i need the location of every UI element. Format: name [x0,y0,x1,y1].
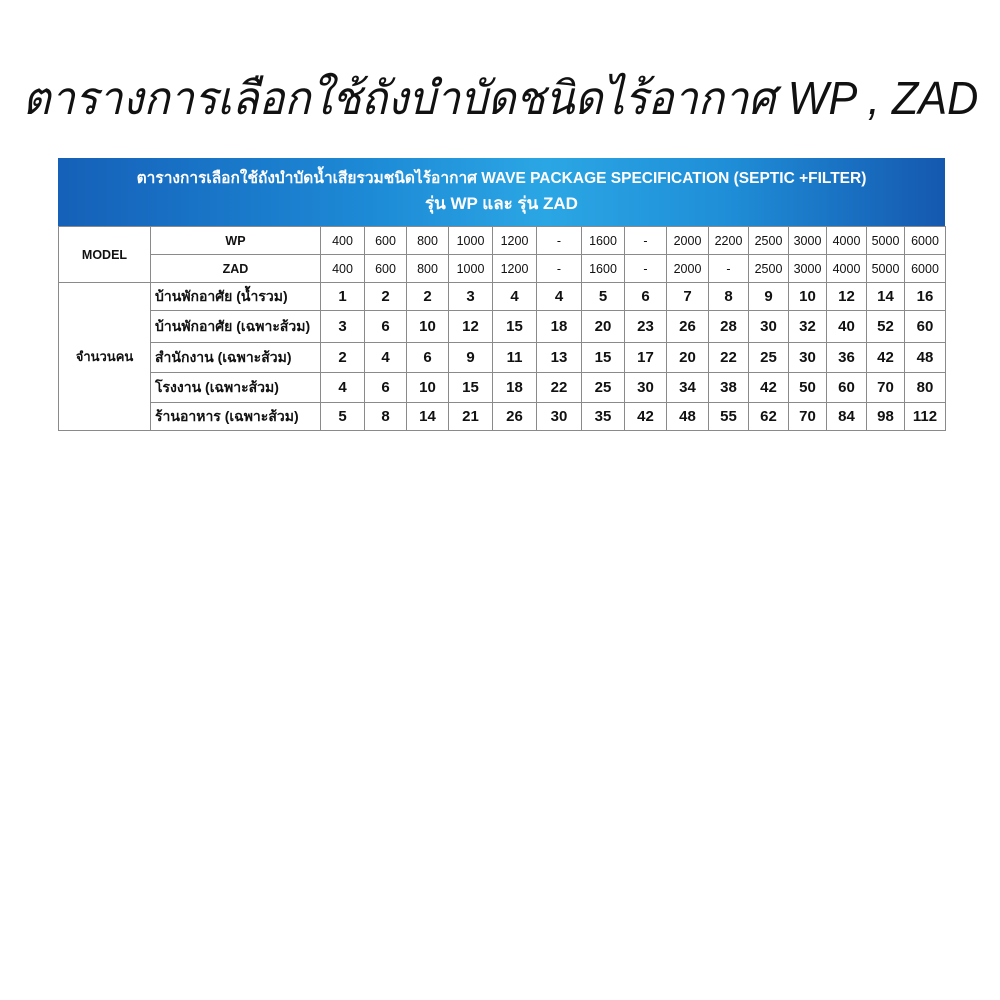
people-count: 98 [877,408,894,425]
people-count: 80 [916,379,934,396]
people-count-cell [905,373,946,403]
model-capacity: 400 [332,233,353,248]
people-count: 4 [554,288,564,305]
model-capacity: 1000 [456,233,485,248]
people-count-cell [449,373,493,403]
people-count: 25 [594,379,612,396]
model-capacity-cell [667,227,709,255]
people-count-cell [449,283,493,311]
model-capacity: 600 [375,233,396,248]
people-count-cell [321,343,365,373]
model-capacity: 5000 [871,261,900,276]
model-capacity: 1200 [500,261,529,276]
spec-table [58,226,946,431]
people-count-cell [493,311,537,343]
people-count: 38 [720,379,737,396]
people-count: 5 [338,408,347,425]
people-count: 70 [799,408,816,425]
people-count-cell [537,343,582,373]
model-capacity-cell [749,227,789,255]
people-count-cell [749,343,789,373]
people-count: 4 [381,349,390,366]
people-count: 10 [799,288,816,305]
people-count-cell [582,311,625,343]
people-count: 1 [338,288,347,305]
people-count: 22 [550,379,568,396]
row-label: บ้านพักอาศัย (เฉพาะส้วม) [155,317,311,334]
people-count: 42 [877,349,894,366]
banner-subtitle-box [58,192,945,216]
people-count-cell [789,373,827,403]
people-count: 42 [637,408,654,425]
people-count: 15 [594,349,612,366]
people-count: 15 [506,318,523,335]
people-count-cell [749,373,789,403]
model-capacity: - [643,261,648,276]
people-count-cell [449,403,493,431]
people-count: 32 [799,318,816,335]
banner-subtitle: รุ่น WP และ รุ่น ZAD [425,194,578,213]
people-count: 12 [838,288,855,305]
people-count-cell [827,373,867,403]
model-capacity-cell [537,255,582,283]
model-capacity-cell [493,255,537,283]
people-count-cell [667,343,709,373]
model-capacity: 3000 [793,261,822,276]
model-capacity: - [726,261,731,276]
people-count: 12 [462,318,479,335]
people-count: 11 [506,349,523,366]
people-count: 4 [338,379,347,396]
people-count-cell [827,343,867,373]
model-capacity-cell [905,227,946,255]
people-count-cell [709,403,749,431]
people-count: 10 [419,318,436,335]
people-count: 6 [381,379,390,396]
people-count: 26 [506,408,523,425]
page-title: ตารางการเลือกใช้ถังบำบัดชนิดไร้อากาศ WP , ZAD [22,72,978,124]
model-capacity-cell [407,255,449,283]
model-capacity: 6000 [911,261,939,276]
people-label-cell [59,283,151,431]
model-capacity-cell [537,227,582,255]
people-count: 2 [338,349,347,366]
people-count-cell [625,403,667,431]
table-row [59,403,946,431]
model-capacity-cell [582,255,625,283]
model-capacity: 2000 [673,233,702,248]
people-count-cell [493,283,537,311]
people-count-cell [321,283,365,311]
people-count: 16 [916,288,934,305]
people-count-cell [905,343,946,373]
people-count: 9 [764,288,773,305]
people-count-cell [537,283,582,311]
model-capacity-cell [407,227,449,255]
people-count-cell [321,373,365,403]
model-capacity-cell [905,255,946,283]
people-count: 42 [760,379,777,396]
people-count-cell [365,311,407,343]
model-capacity-cell [321,255,365,283]
people-count-cell [625,311,667,343]
model-label: MODEL [81,247,128,262]
people-count: 35 [594,408,612,425]
people-count: 55 [720,408,737,425]
people-count-cell [827,283,867,311]
row-label: ร้านอาหาร (เฉพาะส้วม) [155,407,299,424]
people-count-cell [625,343,667,373]
model-capacity-cell [625,255,667,283]
people-count-cell [321,403,365,431]
model-capacity-cell [365,227,407,255]
model-capacity: 3000 [793,233,822,248]
people-count-cell [867,283,905,311]
people-count: 4 [510,288,519,305]
people-count: 48 [679,408,696,425]
people-count: 60 [916,318,934,335]
row-label-cell [151,373,321,403]
people-count-cell [582,343,625,373]
people-count-cell [867,311,905,343]
people-count-cell [493,343,537,373]
people-count: 3 [466,288,475,305]
people-count-cell [827,311,867,343]
people-count: 2 [381,288,390,305]
people-count-cell [667,283,709,311]
page-title-box [20,66,980,130]
people-count-cell [867,343,905,373]
people-count: 14 [419,408,436,425]
people-count: 30 [637,379,654,396]
people-count: 20 [679,349,696,366]
row-label-cell [151,311,321,343]
model-capacity: 1000 [456,261,485,276]
people-count-cell [789,343,827,373]
model-capacity-cell [709,255,749,283]
people-count: 7 [683,288,692,305]
people-count-cell [537,373,582,403]
people-count: 34 [679,379,696,396]
model-capacity-cell [789,255,827,283]
row-label-cell [151,343,321,373]
model-name-cell [151,227,321,255]
people-count: 70 [877,379,894,396]
people-count: 3 [338,318,347,335]
people-count-cell [321,311,365,343]
model-name-cell [151,255,321,283]
people-count-cell [493,373,537,403]
people-count: 15 [462,379,479,396]
model-capacity-cell [827,227,867,255]
people-count: 5 [598,288,608,305]
table-row [59,373,946,403]
model-capacity-cell [365,255,407,283]
people-count-cell [789,403,827,431]
model-capacity: 1200 [500,233,529,248]
people-count: 2 [423,288,432,305]
people-count: 14 [877,288,894,305]
people-count: 50 [799,379,816,396]
people-count-cell [625,283,667,311]
people-count: 6 [641,288,650,305]
people-count: 23 [637,318,654,335]
people-count: 52 [877,318,894,335]
row-label: โรงงาน (เฉพาะส้วม) [155,378,279,395]
people-count: 26 [679,318,696,335]
people-count: 6 [381,318,390,335]
model-capacity: 1600 [589,261,617,276]
model-capacity-cell [449,255,493,283]
model-capacity: 2000 [673,261,702,276]
people-count-cell [365,373,407,403]
people-count: 17 [637,349,654,366]
row-label: บ้านพักอาศัย (น้ำรวม) [155,287,288,304]
model-capacity-cell [709,227,749,255]
table-row [59,283,946,311]
people-count-cell [789,283,827,311]
people-count-cell [905,283,946,311]
people-count: 60 [838,379,855,396]
row-label: สำนักงาน (เฉพาะส้วม) [155,348,292,365]
people-count-cell [667,373,709,403]
people-count-cell [407,283,449,311]
people-count-cell [537,403,582,431]
people-count-cell [867,373,905,403]
people-count: 10 [419,379,436,396]
model-capacity: 1600 [589,233,617,248]
people-count: 18 [506,379,523,396]
row-label-cell [151,283,321,311]
people-count: 36 [838,349,855,366]
people-count-cell [582,403,625,431]
banner-title-box [58,158,945,190]
people-count-cell [582,283,625,311]
people-count: 21 [462,408,479,425]
model-capacity-cell [625,227,667,255]
people-count: 25 [760,349,777,366]
people-count-cell [905,403,946,431]
model-capacity-cell [867,227,905,255]
people-count: 13 [550,349,568,366]
people-count: 62 [760,408,777,425]
people-count-cell [449,343,493,373]
people-count: 84 [838,408,855,425]
people-count: 18 [550,318,568,335]
model-row-zad [59,255,946,283]
people-count: 22 [720,349,737,366]
people-count-cell [407,311,449,343]
model-capacity: - [556,261,562,276]
model-capacity-cell [493,227,537,255]
people-count: 9 [466,349,475,366]
model-name: WP [225,233,246,248]
people-count: 40 [838,318,855,335]
model-capacity: 4000 [832,261,861,276]
table-row [59,343,946,373]
people-count-cell [365,403,407,431]
people-count-cell [449,311,493,343]
people-count-cell [667,403,709,431]
model-capacity-cell [749,255,789,283]
spec-table-container [58,158,945,431]
people-count-cell [709,373,749,403]
table-banner [58,158,945,226]
model-capacity-cell [449,227,493,255]
model-capacity-cell [867,255,905,283]
people-count-cell [407,373,449,403]
banner-title: ตารางการเลือกใช้ถังบำบัดน้ำเสียรวมชนิดไร้อากาศ WAVE PACKAGE SPECIFICATION (SEPTIC +FILTER) [136,170,867,187]
model-capacity: 5000 [871,233,900,248]
model-capacity: 2200 [714,233,743,248]
model-row-wp [59,227,946,255]
people-count-cell [582,373,625,403]
people-count-cell [407,343,449,373]
people-count-cell [365,283,407,311]
people-count: 8 [724,288,733,305]
model-capacity: 6000 [911,233,939,248]
people-count: 28 [720,318,737,335]
model-capacity-cell [667,255,709,283]
model-capacity: 800 [417,233,438,248]
people-count-cell [867,403,905,431]
people-count-cell [407,403,449,431]
model-capacity-cell [827,255,867,283]
model-label-cell [59,227,151,283]
people-count: 8 [381,408,390,425]
people-count: 30 [799,349,816,366]
people-count-cell [709,283,749,311]
people-count-cell [789,311,827,343]
model-capacity: 600 [375,261,396,276]
model-name: ZAD [222,261,249,276]
people-count-cell [827,403,867,431]
people-count: 112 [912,408,938,425]
people-count-cell [625,373,667,403]
people-count: 30 [760,318,777,335]
model-capacity: 2500 [754,233,783,248]
people-count-cell [365,343,407,373]
people-count-cell [749,311,789,343]
people-count: 48 [916,349,934,366]
model-capacity: - [556,233,562,248]
people-label: จำนวนคน [75,349,134,364]
table-row [59,311,946,343]
model-capacity: 400 [332,261,353,276]
people-count-cell [749,403,789,431]
people-count-cell [493,403,537,431]
model-capacity-cell [789,227,827,255]
people-count: 6 [423,349,432,366]
model-capacity-cell [321,227,365,255]
row-label-cell [151,403,321,431]
people-count: 20 [594,318,612,335]
model-capacity: - [643,233,648,248]
people-count-cell [709,343,749,373]
people-count: 30 [550,408,568,425]
people-count-cell [667,311,709,343]
model-capacity: 800 [417,261,438,276]
people-count-cell [749,283,789,311]
people-count-cell [537,311,582,343]
model-capacity: 4000 [832,233,861,248]
people-count-cell [905,311,946,343]
model-capacity-cell [582,227,625,255]
model-capacity: 2500 [754,261,783,276]
people-count-cell [709,311,749,343]
